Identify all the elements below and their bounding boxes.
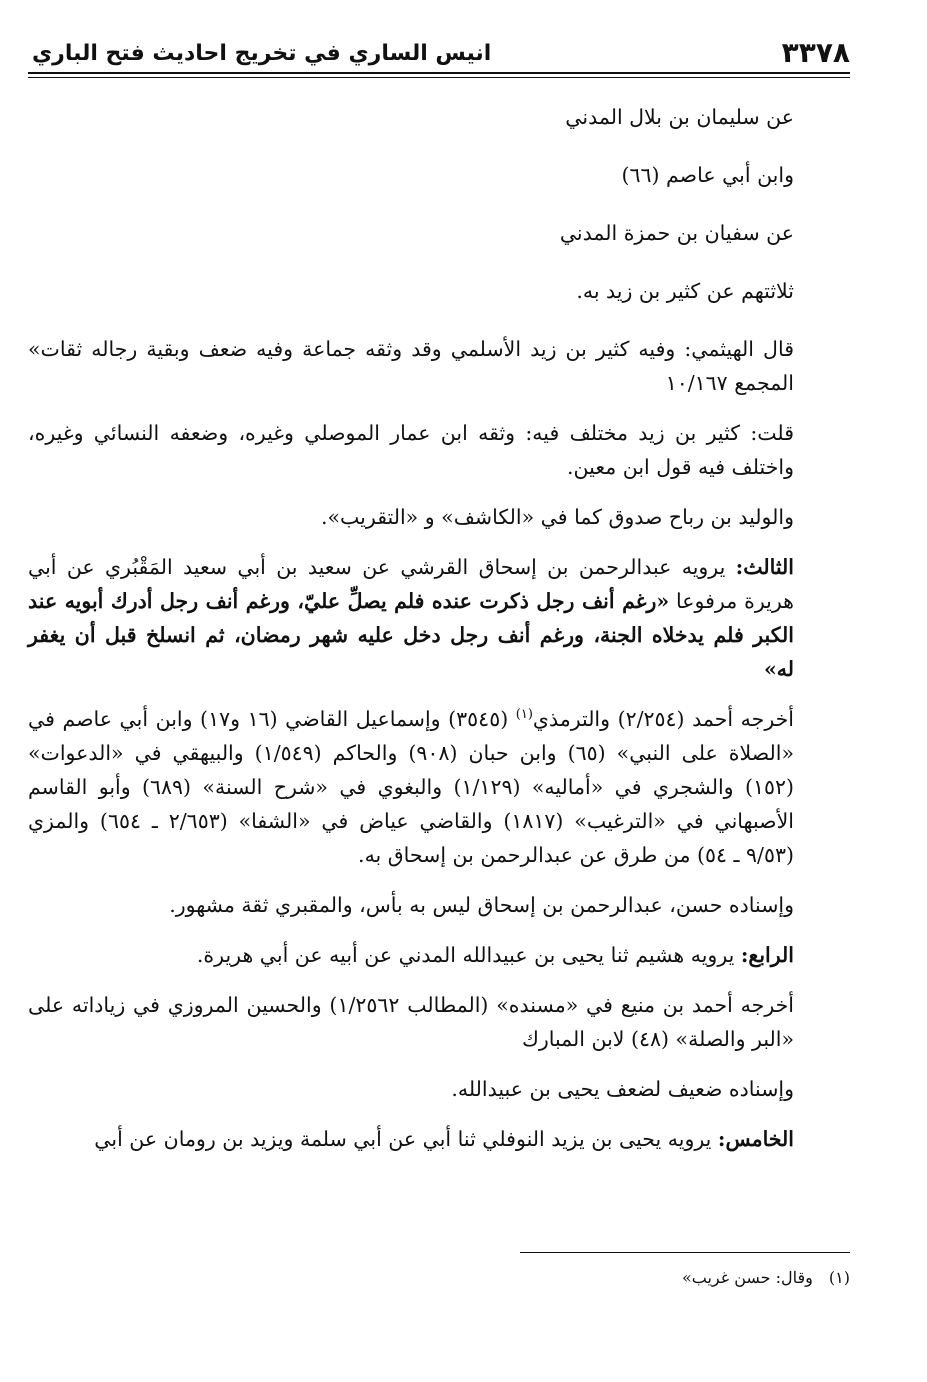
book-page — [28, 0, 850, 1382]
paragraph-text: والوليد بن رباح صدوق كما في «الكاشف» و «التقريب». — [320, 505, 794, 529]
page-header — [28, 34, 850, 74]
running-title: انيس الساري في تخريج احاديث فتح الباري — [32, 41, 492, 66]
paragraph-text: وإسناده ضعيف لضعف يحيى بن عبيدالله. — [451, 1077, 794, 1101]
paragraph-text: يرويه هشيم ثنا يحيى بن عبيدالله المدني عن أبيه عن أبي هريرة. — [196, 943, 741, 967]
section-label-fifth: الخامس: — [717, 1127, 794, 1151]
paragraph-text: (٣٥٤٥) وإسماعيل القاضي (١٦ و١٧) وابن أبي عاصم في «الصلاة على النبي» (٦٥) وابن حبان (٩٠٨) والحاكم (١/٥٤٩) والبيهقي في «الدعوات» (١٥٢) والشجري في «أماليه» (١/١٢٩) والبغوي في «شرح السنة» (٦٨٩) وأبو القاسم الأصبهاني في «الترغيب» (١٨١٧) والقاضي عياض في «الشفا» (٢/٦٥٣ ـ ٦٥٤) والمزي (٩/٥٣ ـ ٥٤) من طرق عن عبدالرحمن بن إسحاق به. — [28, 707, 794, 867]
paragraph-takhrij — [28, 702, 850, 872]
paragraph-fifth — [28, 1122, 850, 1156]
header-rule-thin — [28, 77, 850, 78]
paragraph-walid — [28, 500, 850, 534]
paragraph-third — [28, 550, 850, 686]
paragraph-haythami — [28, 332, 850, 400]
footnote-text: وقال: حسن غريب» — [681, 1268, 813, 1287]
text-line: عن سليمان بن بلال المدني — [565, 105, 794, 129]
main-text — [28, 100, 850, 1172]
paragraph-text: يرويه عبدالرحمن بن إسحاق القرشي عن سعيد بن أبي سعيد المَقْبُري عن أبي هريرة مرفوعا — [28, 555, 794, 613]
paragraph-text: وإسناده حسن، عبدالرحمن بن إسحاق ليس به بأس، والمقبري ثقة مشهور. — [169, 893, 794, 917]
paragraph-text: أخرجه أحمد (٢/٢٥٤) والترمذي — [532, 707, 794, 731]
footnote — [682, 1266, 850, 1290]
hadith-text: «رغم أنف رجل ذكرت عنده فلم يصلِّ عليّ، ورغم أنف رجل أدرك أبويه عند الكبر فلم يدخلاه الجنة، ورغم أنف رجل دخل عليه شهر رمضان، ثم انسلخ قبل أن يغفر له» — [28, 589, 794, 681]
paragraph-takhrij-fourth — [28, 988, 850, 1056]
paragraph-isnad-hasan — [28, 888, 850, 922]
text-line: وابن أبي عاصم (٦٦) — [621, 163, 794, 187]
paragraph-text: يرويه يحيى بن يزيد النوفلي ثنا أبي عن أبي سلمة ويزيد بن رومان عن أبي — [94, 1127, 718, 1151]
text-line: عن سفيان بن حمزة المدني — [559, 221, 794, 245]
footnote-number: (١) — [828, 1268, 850, 1287]
text-line: ثلاثتهم عن كثير بن زيد به. — [576, 279, 794, 303]
paragraph-fourth — [28, 938, 850, 972]
paragraph-qultu — [28, 416, 850, 484]
paragraph-isnad-daif — [28, 1072, 850, 1106]
footnote-reference: (١) — [515, 707, 533, 723]
paragraph-text: قلت: كثير بن زيد مختلف فيه: وثقه ابن عمار الموصلي وغيره، وضعفه النسائي وغيره، واختلف فيه قول ابن معين. — [28, 421, 794, 479]
section-label-fourth: الرابع: — [740, 943, 794, 967]
section-label-third: الثالث: — [735, 555, 794, 579]
header-rule-thick — [28, 72, 850, 74]
footnote-separator — [520, 1252, 850, 1253]
paragraph-text: قال الهيثمي: وفيه كثير بن زيد الأسلمي وقد وثقه جماعة وفيه ضعف وبقية رجاله ثقات» المجمع ١٠/١٦٧ — [28, 337, 794, 395]
paragraph-text: أخرجه أحمد بن منيع في «مسنده» (المطالب ١/٢٥٦٢) والحسين المروزي في زياداته على «البر والصلة» (٤٨) لابن المبارك — [28, 993, 795, 1051]
page-number: ٣٣٧٨ — [781, 36, 850, 69]
